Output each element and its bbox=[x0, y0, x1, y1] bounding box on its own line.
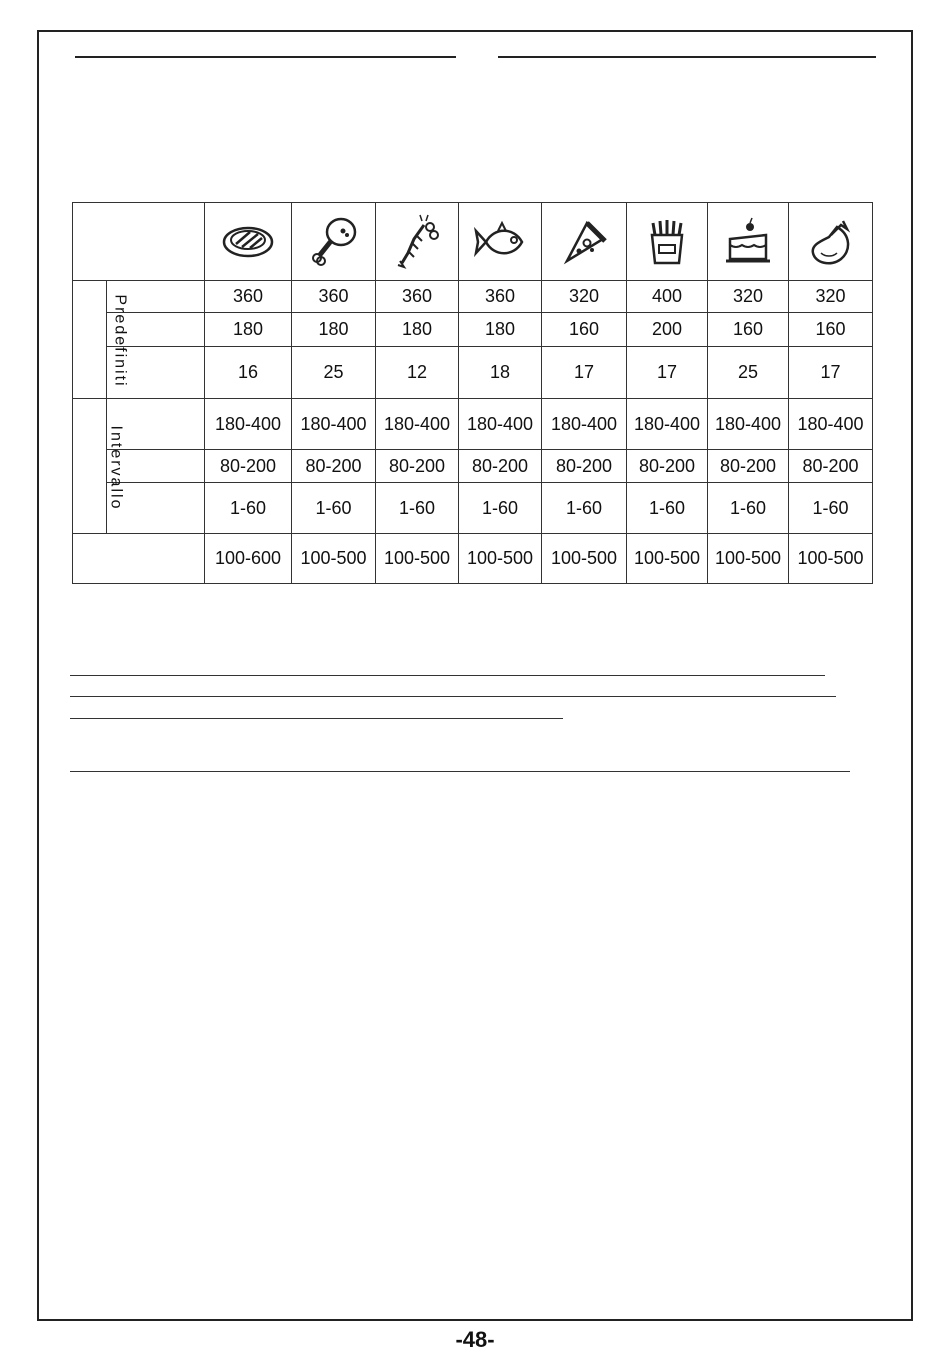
last-row bbox=[73, 534, 873, 584]
header-rule-right bbox=[498, 56, 876, 58]
table-cell: 80-200 bbox=[376, 450, 459, 483]
table-cell: 360 bbox=[376, 281, 459, 313]
table-cell: 180-400 bbox=[708, 399, 789, 450]
table-cell: 160 bbox=[789, 313, 873, 347]
icon-row bbox=[73, 203, 873, 281]
text-rule-1 bbox=[70, 675, 825, 676]
table-cell: 180-400 bbox=[627, 399, 708, 450]
table-cell: 320 bbox=[789, 281, 873, 313]
table-cell: 160 bbox=[708, 313, 789, 347]
text-rule-3 bbox=[70, 718, 563, 719]
range-row-2 bbox=[73, 450, 873, 483]
fish-icon bbox=[459, 203, 542, 281]
table-cell: 1-60 bbox=[627, 483, 708, 534]
table-cell: 1-60 bbox=[542, 483, 627, 534]
table-cell: 160 bbox=[542, 313, 627, 347]
row-label-cell bbox=[73, 534, 205, 584]
header-rule-left bbox=[75, 56, 456, 58]
table-cell: 360 bbox=[292, 281, 376, 313]
shrimp-icon bbox=[376, 203, 459, 281]
eggplant-icon bbox=[789, 203, 873, 281]
table-cell: 100-500 bbox=[542, 534, 627, 584]
table-cell: 17 bbox=[789, 347, 873, 399]
steak-icon bbox=[205, 203, 292, 281]
preset-group-label-cell bbox=[73, 281, 129, 399]
table-cell: 100-500 bbox=[376, 534, 459, 584]
table-cell: 180-400 bbox=[292, 399, 376, 450]
table-cell: 16 bbox=[205, 347, 292, 399]
table-cell: 180-400 bbox=[542, 399, 627, 450]
table-cell: 1-60 bbox=[292, 483, 376, 534]
table-cell: 1-60 bbox=[459, 483, 542, 534]
range-group-label: Intervallo bbox=[107, 425, 125, 510]
table-cell: 100-500 bbox=[708, 534, 789, 584]
table-cell: 80-200 bbox=[292, 450, 376, 483]
table-cell: 1-60 bbox=[376, 483, 459, 534]
table-cell: 180-400 bbox=[789, 399, 873, 450]
table-cell: 80-200 bbox=[789, 450, 873, 483]
preset-group-label: Predefiniti bbox=[111, 294, 129, 388]
table-cell: 1-60 bbox=[789, 483, 873, 534]
table-cell: 100-600 bbox=[205, 534, 292, 584]
chicken-leg-icon bbox=[292, 203, 376, 281]
table-cell: 180 bbox=[376, 313, 459, 347]
table-cell: 80-200 bbox=[708, 450, 789, 483]
preset-row-1 bbox=[73, 281, 873, 313]
table-cell: 320 bbox=[542, 281, 627, 313]
range-row-1 bbox=[73, 399, 873, 450]
cooking-presets-table bbox=[72, 202, 873, 584]
table-cell: 17 bbox=[627, 347, 708, 399]
table-cell: 80-200 bbox=[627, 450, 708, 483]
range-group-label-cell bbox=[73, 399, 125, 534]
table-cell: 80-200 bbox=[459, 450, 542, 483]
table-cell: 180 bbox=[292, 313, 376, 347]
table-cell: 25 bbox=[708, 347, 789, 399]
preset-row-3 bbox=[73, 347, 873, 399]
table-cell: 17 bbox=[542, 347, 627, 399]
preset-row-2 bbox=[73, 313, 873, 347]
header-corner-cell bbox=[73, 203, 205, 281]
text-rule-4 bbox=[70, 771, 850, 772]
table-cell: 80-200 bbox=[542, 450, 627, 483]
table-cell: 180-400 bbox=[459, 399, 542, 450]
fries-icon bbox=[627, 203, 708, 281]
table-cell: 100-500 bbox=[627, 534, 708, 584]
table-cell: 180 bbox=[459, 313, 542, 347]
table-cell: 100-500 bbox=[459, 534, 542, 584]
table-cell: 1-60 bbox=[708, 483, 789, 534]
table-cell: 100-500 bbox=[789, 534, 873, 584]
page-number: -48- bbox=[455, 1327, 495, 1352]
table-cell: 80-200 bbox=[205, 450, 292, 483]
table-cell: 1-60 bbox=[205, 483, 292, 534]
table-cell: 180-400 bbox=[205, 399, 292, 450]
table-cell: 360 bbox=[459, 281, 542, 313]
table-cell: 18 bbox=[459, 347, 542, 399]
cake-icon bbox=[708, 203, 789, 281]
text-rule-2 bbox=[70, 696, 836, 697]
table-cell: 12 bbox=[376, 347, 459, 399]
table-cell: 200 bbox=[627, 313, 708, 347]
table-cell: 400 bbox=[627, 281, 708, 313]
table-cell: 180 bbox=[205, 313, 292, 347]
table-cell: 25 bbox=[292, 347, 376, 399]
pizza-icon bbox=[542, 203, 627, 281]
table-cell: 320 bbox=[708, 281, 789, 313]
table-cell: 180-400 bbox=[376, 399, 459, 450]
table-cell: 360 bbox=[205, 281, 292, 313]
table-cell: 100-500 bbox=[292, 534, 376, 584]
range-row-3 bbox=[73, 483, 873, 534]
